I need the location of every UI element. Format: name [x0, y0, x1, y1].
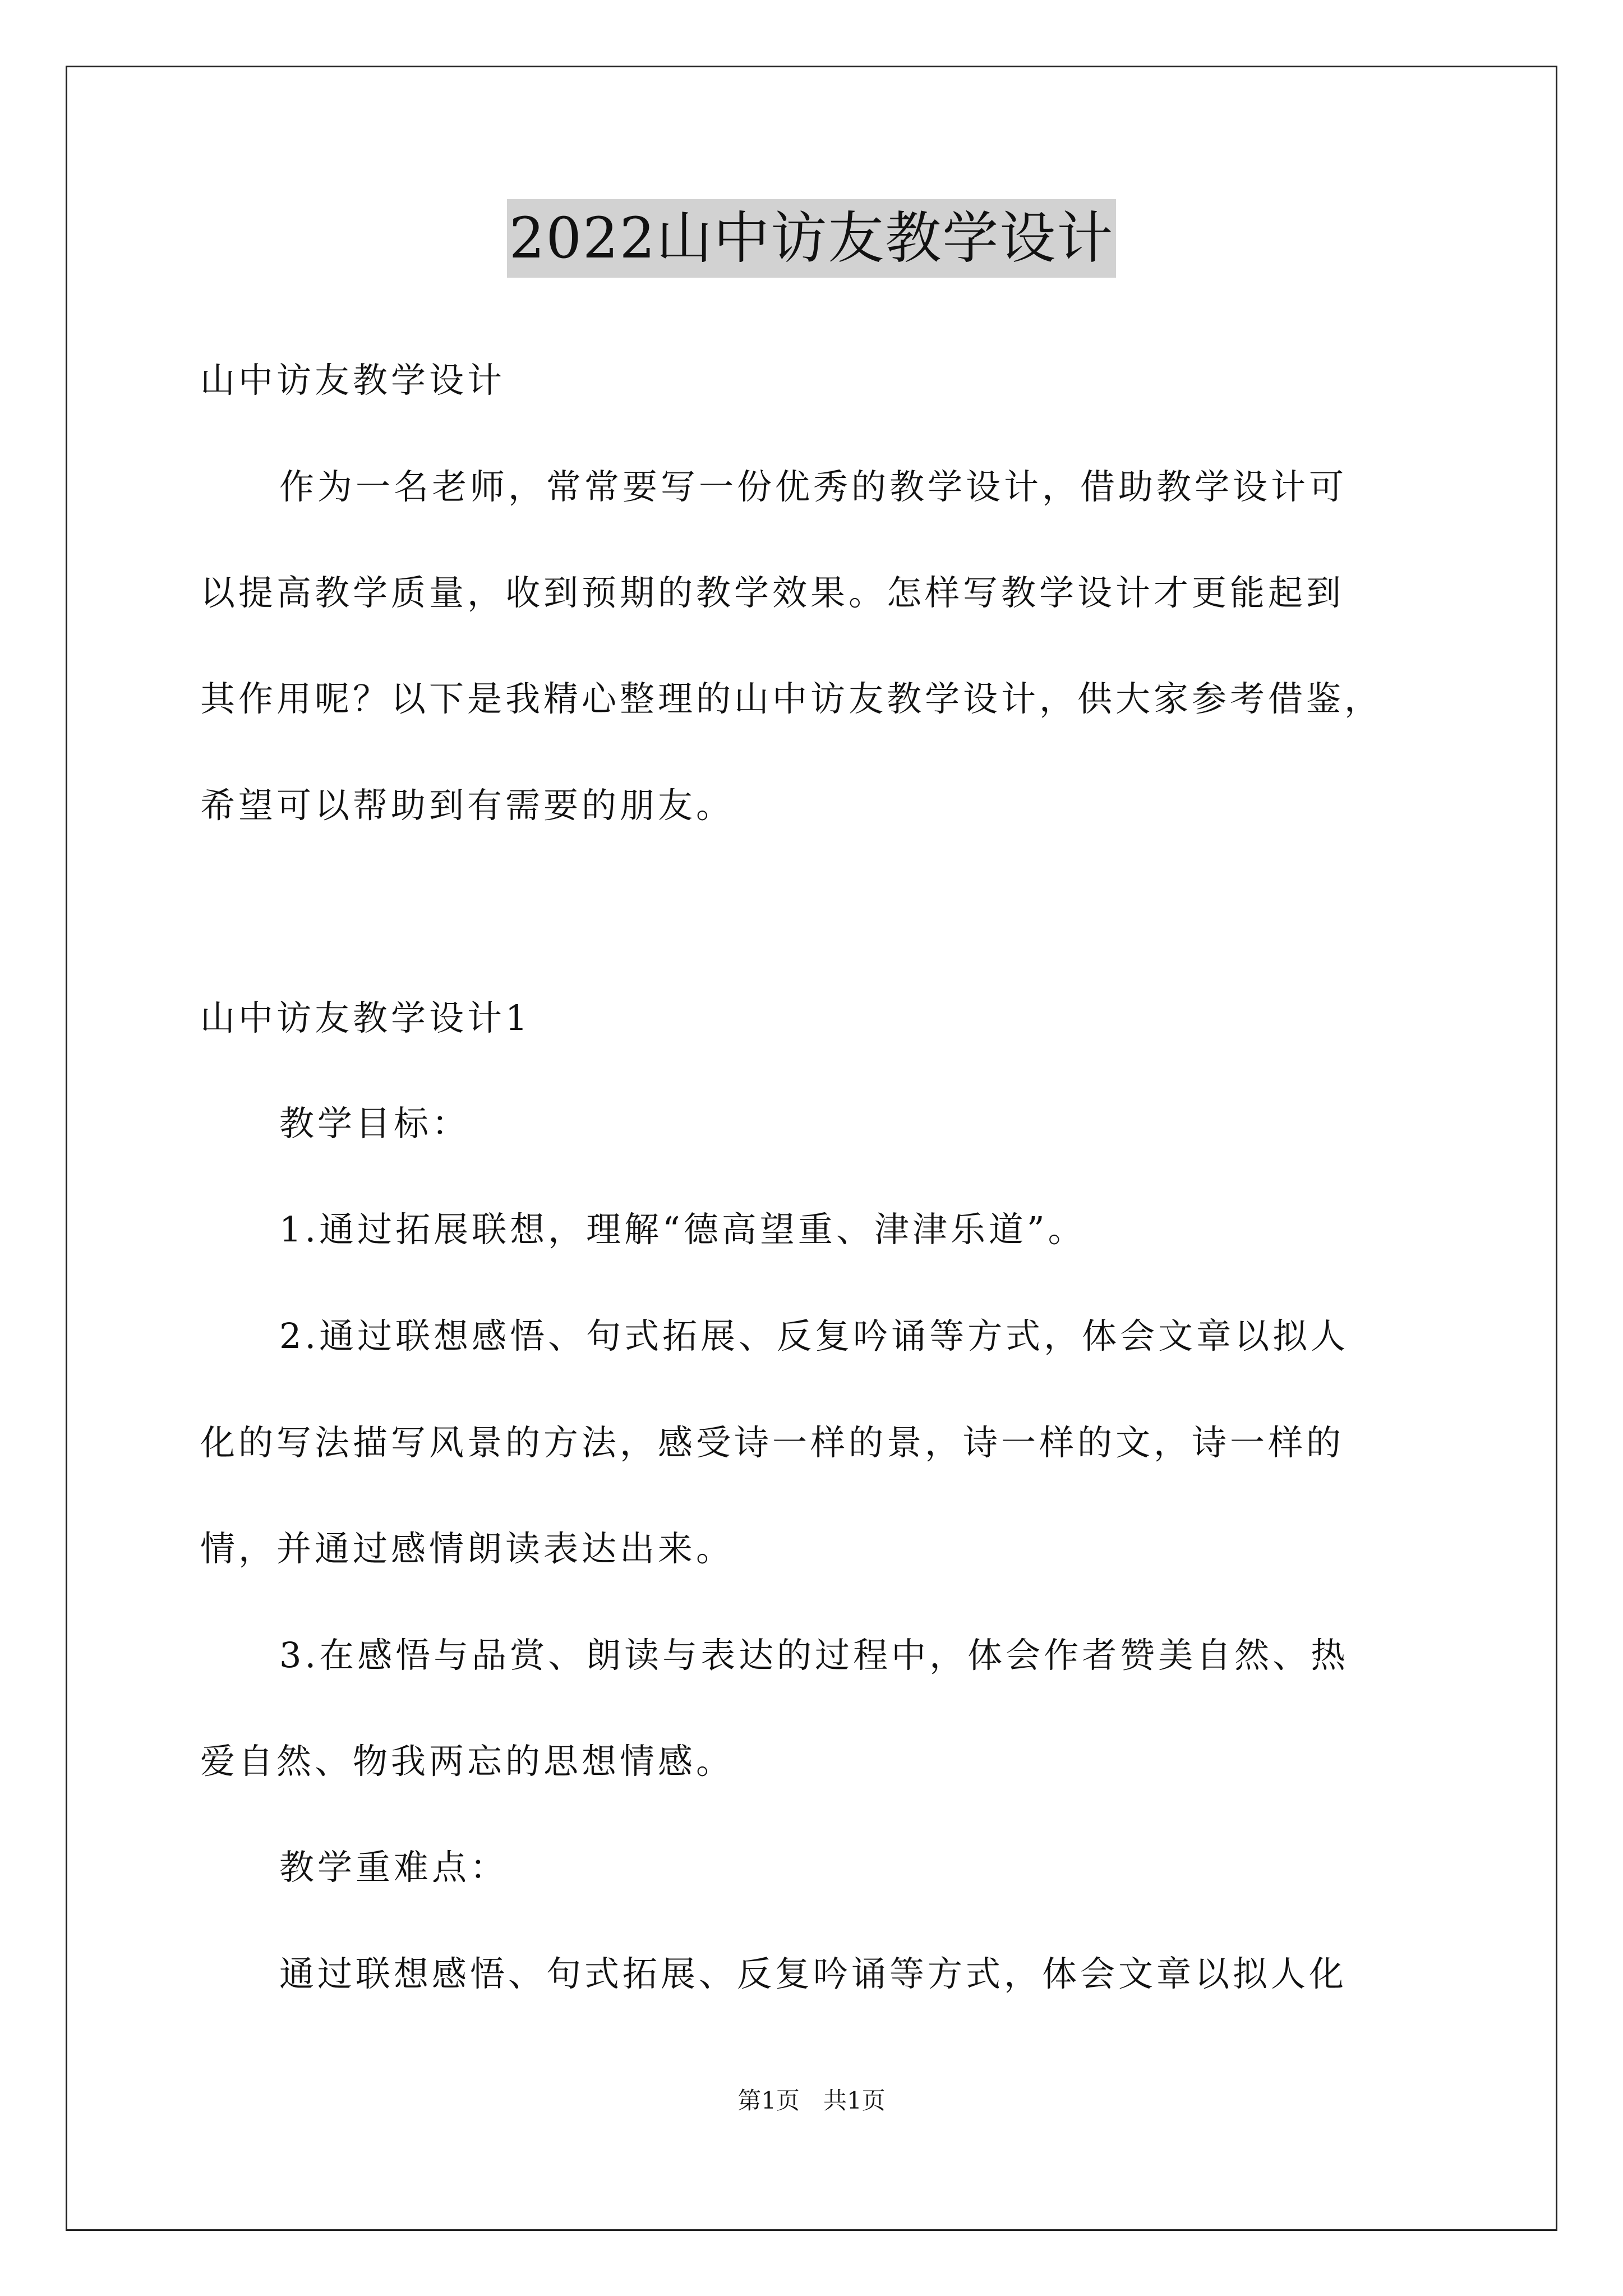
paragraph-line: 爱自然、物我两忘的思想情感。 [200, 1741, 735, 1782]
paragraph-line: 其作用呢？以下是我精心整理的山中访友教学设计，供大家参考借鉴， [200, 678, 1383, 719]
section-heading: 山中访友教学设计1 [200, 997, 531, 1038]
paragraph-line: 作为一名老师，常常要写一份优秀的教学设计，借助教学设计可 [279, 466, 1348, 507]
paragraph-line: 化的写法描写风景的方法，感受诗一样的景，诗一样的文，诗一样的 [200, 1422, 1345, 1463]
page-footer: 第1页 共1页 [737, 2087, 886, 2114]
paragraph-line: 1.通过拓展联想，理解“德高望重、津津乐道”。 [279, 1209, 1086, 1250]
document-title: 2022山中访友教学设计 [507, 199, 1117, 278]
paragraph-line: 通过联想感悟、句式拓展、反复吟诵等方式，体会文章以拟人化 [279, 1953, 1348, 1994]
title-wrap [0, 199, 1623, 278]
paragraph-line: 以提高教学质量，收到预期的教学效果。怎样写教学设计才更能起到 [200, 572, 1345, 613]
paragraph-line: 2.通过联想感悟、句式拓展、反复吟诵等方式，体会文章以拟人 [279, 1315, 1349, 1356]
paragraph-line: 希望可以帮助到有需要的朋友。 [200, 785, 735, 826]
subheading-line: 教学重难点： [279, 1847, 509, 1888]
subheading-line: 教学目标： [279, 1103, 471, 1144]
paragraph-line: 3.在感悟与品赏、朗读与表达的过程中，体会作者赞美自然、热 [279, 1635, 1349, 1676]
subtitle-line: 山中访友教学设计 [200, 360, 506, 401]
paragraph-line: 情，并通过感情朗读表达出来。 [200, 1528, 735, 1569]
